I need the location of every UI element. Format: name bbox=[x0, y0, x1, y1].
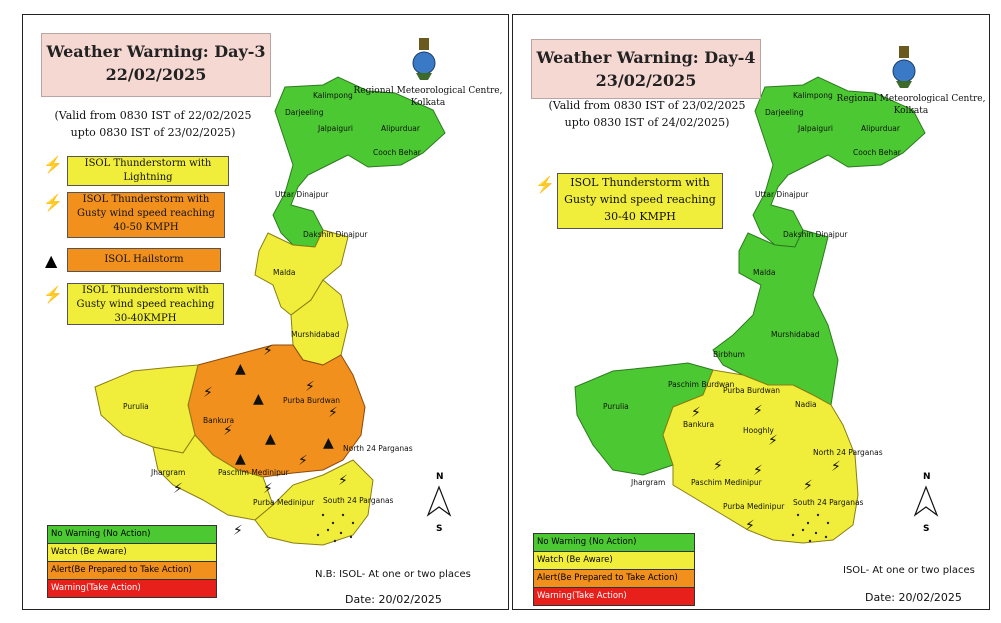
rmc-label bbox=[348, 85, 508, 109]
district-label: Jalpaiguri bbox=[798, 124, 834, 133]
validity-text bbox=[527, 97, 767, 131]
district-label: Purulia bbox=[603, 402, 629, 411]
district-label: Bankura bbox=[203, 416, 235, 425]
compass-south: S bbox=[923, 524, 930, 534]
title-date: 22/02/2025 bbox=[105, 65, 207, 84]
day3-panel bbox=[22, 14, 509, 610]
district-label: Paschim Medinipur bbox=[218, 468, 289, 477]
lightning-icon: ⚡ bbox=[768, 433, 778, 449]
lightning-icon: ⚡ bbox=[223, 423, 233, 439]
district-label: Jalpaiguri bbox=[318, 124, 354, 133]
hail-icon: ▲ bbox=[265, 431, 276, 447]
compass-icon bbox=[915, 472, 937, 534]
compass-south: S bbox=[436, 524, 443, 534]
legend-warning: Warning(Take Action) bbox=[48, 580, 216, 597]
day3-title-box bbox=[41, 33, 271, 97]
district-label: Murshidabad bbox=[291, 330, 340, 339]
district-label: South 24 Parganas bbox=[793, 498, 864, 507]
legend-item-lightning: ISOL Thunderstorm with Lightning bbox=[67, 156, 229, 186]
district-label: Paschim Medinipur bbox=[691, 478, 762, 487]
imd-emblem-icon bbox=[411, 33, 437, 81]
district-label: Nadia bbox=[795, 400, 817, 409]
district-label: Purba Medinipur bbox=[253, 498, 315, 507]
lightning-icon: ⚡ bbox=[338, 473, 348, 489]
lightning-icon: ⚡ bbox=[803, 478, 813, 494]
rmc-line2: Kolkata bbox=[893, 106, 929, 116]
hail-icon: ▲ bbox=[45, 251, 58, 270]
district-label: Uttar Dinajpur bbox=[275, 190, 329, 199]
hail-icon: ▲ bbox=[253, 391, 264, 407]
district-label: Malda bbox=[753, 268, 776, 277]
lightning-icon: ⚡ bbox=[691, 405, 701, 421]
lightning-icon: ⚡ bbox=[831, 459, 841, 475]
divider bbox=[703, 609, 973, 610]
hail-icon: ▲ bbox=[235, 361, 246, 377]
lightning-icon: ⚡ bbox=[173, 481, 183, 497]
lightning-icon: ⚡ bbox=[713, 458, 723, 474]
lightning-icon: ⚡ bbox=[263, 481, 273, 497]
district-label: Hooghly bbox=[743, 426, 774, 435]
lightning-icon: ⚡ bbox=[753, 463, 763, 479]
district-label: Kalimpong bbox=[313, 91, 353, 100]
legend-watch: Watch (Be Aware) bbox=[48, 544, 216, 562]
title-date: 23/02/2025 bbox=[595, 71, 697, 90]
issue-date: Date: 20/02/2025 bbox=[865, 591, 962, 604]
legend-item-gusty-30-40: ISOL Thunderstorm with Gusty wind speed reaching 30-40 KMPH bbox=[557, 173, 723, 229]
valid-line1: (Valid from 0830 IST of 23/02/2025 bbox=[548, 99, 746, 112]
lightning-wind-icon: ⚡ bbox=[43, 285, 63, 304]
district-label: Purulia bbox=[123, 402, 149, 411]
imd-emblem-icon bbox=[891, 41, 917, 89]
hail-icon: ▲ bbox=[235, 451, 246, 467]
day4-title-box bbox=[531, 39, 761, 99]
divider bbox=[223, 609, 489, 610]
district-label: Jhargram bbox=[631, 478, 666, 487]
legend-no-warning: No Warning (No Action) bbox=[534, 534, 694, 552]
hail-icon: ▲ bbox=[323, 435, 334, 451]
district-label: Alipurduar bbox=[861, 124, 900, 133]
compass-icon bbox=[428, 472, 450, 534]
legend-no-warning: No Warning (No Action) bbox=[48, 526, 216, 544]
rmc-label bbox=[831, 93, 990, 117]
valid-line1: (Valid from 0830 IST of 22/02/2025 bbox=[54, 109, 252, 122]
day4-panel bbox=[512, 14, 990, 610]
district-label: Murshidabad bbox=[771, 330, 820, 339]
lightning-icon: ⚡ bbox=[745, 518, 755, 534]
district-label: Paschim Burdwan bbox=[668, 380, 735, 389]
lightning-icon: ⚡ bbox=[753, 403, 763, 419]
page-title: Weather Warning: Day-4 bbox=[536, 48, 756, 67]
legend-item-gusty-30-40: ISOL Thunderstorm with Gusty wind speed reaching 30-40KMPH bbox=[67, 283, 224, 325]
district-label: Dakshin Dinajpur bbox=[783, 230, 848, 239]
compass-north: N bbox=[923, 472, 931, 482]
validity-text bbox=[33, 107, 273, 141]
legend-item-hailstorm: ISOL Hailstorm bbox=[67, 248, 221, 272]
lightning-wind-icon: ⚡ bbox=[535, 175, 555, 194]
lightning-icon: ⚡ bbox=[328, 405, 338, 421]
valid-line2: upto 0830 IST of 24/02/2025) bbox=[564, 116, 730, 129]
district-label: Cooch Behar bbox=[853, 148, 901, 157]
lightning-icon: ⚡ bbox=[263, 343, 273, 359]
legend-item-gusty-40-50: ISOL Thunderstorm with Gusty wind speed reaching 40-50 KMPH bbox=[67, 192, 225, 238]
district-label: Purba Burdwan bbox=[723, 386, 781, 395]
isol-note: N.B: ISOL- At one or two places bbox=[315, 569, 471, 580]
rmc-line1: Regional Meteorological Centre, bbox=[836, 94, 986, 104]
page-title: Weather Warning: Day-3 bbox=[46, 42, 266, 61]
lightning-icon: ⚡ bbox=[298, 453, 308, 469]
warning-color-legend bbox=[47, 525, 217, 598]
district-label: Uttar Dinajpur bbox=[755, 190, 809, 199]
district-label: Kalimpong bbox=[793, 91, 833, 100]
legend-alert: Alert(Be Prepared to Take Action) bbox=[48, 562, 216, 580]
district-label: Darjeeling bbox=[765, 108, 804, 117]
district-label: Bankura bbox=[683, 420, 715, 429]
district-label: Jhargram bbox=[151, 468, 186, 477]
lightning-icon: ⚡ bbox=[233, 523, 243, 539]
district-label: Purba Burdwan bbox=[283, 396, 341, 405]
rmc-line2: Kolkata bbox=[410, 98, 446, 108]
district-label: Malda bbox=[273, 268, 296, 277]
district-label: Darjeeling bbox=[285, 108, 324, 117]
compass-north: N bbox=[436, 472, 444, 482]
legend-watch: Watch (Be Aware) bbox=[534, 552, 694, 570]
district-label: Birbhum bbox=[713, 350, 745, 359]
district-label: Dakshin Dinajpur bbox=[303, 230, 368, 239]
issue-date: Date: 20/02/2025 bbox=[345, 593, 442, 606]
lightning-icon: ⚡ bbox=[203, 385, 213, 401]
legend-alert: Alert(Be Prepared to Take Action) bbox=[534, 570, 694, 588]
district-label: North 24 Parganas bbox=[343, 444, 413, 453]
rmc-line1: Regional Meteorological Centre, bbox=[353, 86, 503, 96]
isol-note: ISOL- At one or two places bbox=[843, 565, 975, 576]
lightning-icon: ⚡ bbox=[305, 379, 315, 395]
district-label: Alipurduar bbox=[381, 124, 420, 133]
district-label: South 24 Parganas bbox=[323, 496, 394, 505]
valid-line2: upto 0830 IST of 23/02/2025) bbox=[70, 126, 236, 139]
warning-color-legend bbox=[533, 533, 695, 606]
legend-warning: Warning(Take Action) bbox=[534, 588, 694, 605]
lightning-icon: ⚡ bbox=[43, 155, 63, 174]
lightning-wind-icon: ⚡ bbox=[43, 193, 63, 212]
district-label: Cooch Behar bbox=[373, 148, 421, 157]
district-label: Purba Medinipur bbox=[723, 502, 785, 511]
district-label: North 24 Parganas bbox=[813, 448, 883, 457]
